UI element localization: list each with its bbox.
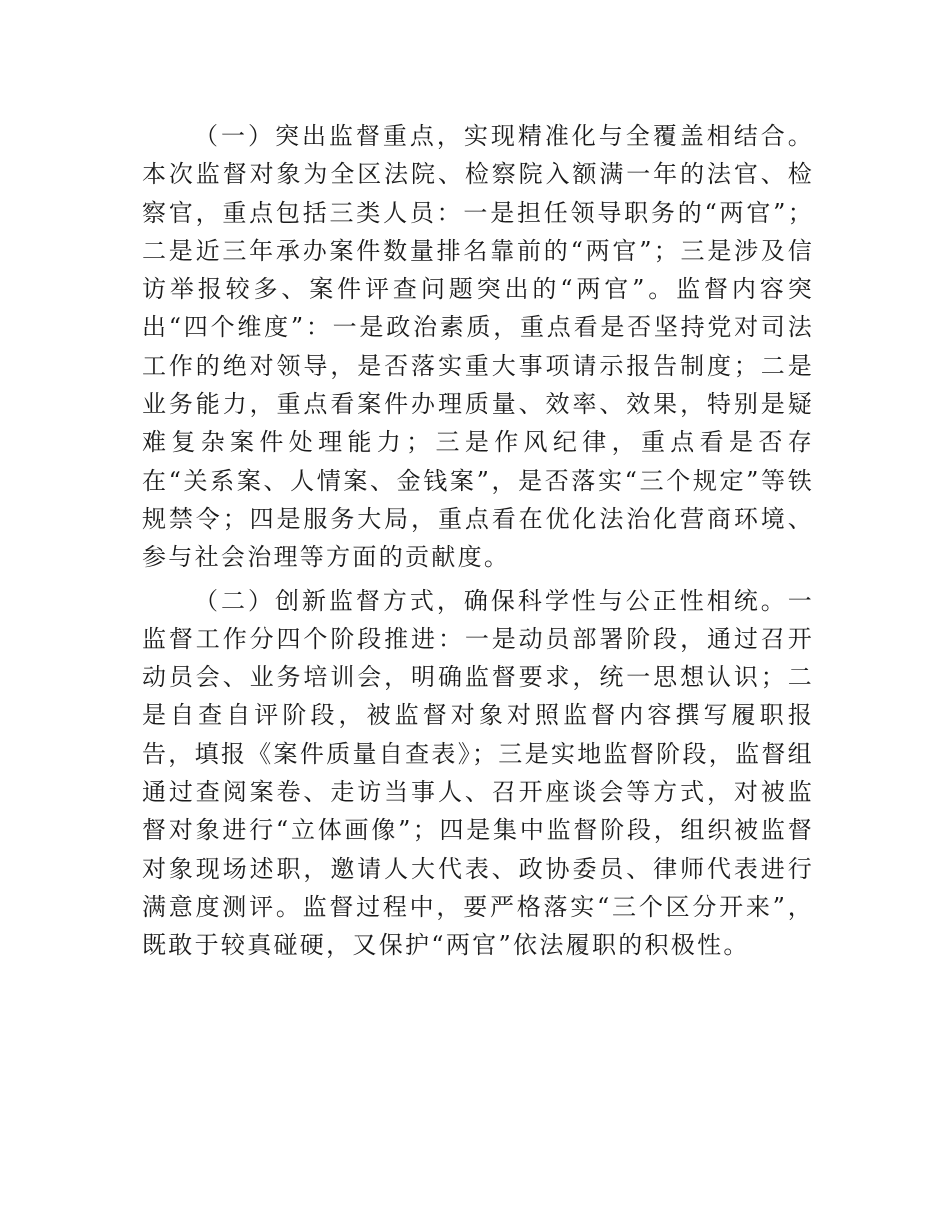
document-body xyxy=(142,117,814,965)
paragraph-1: （一）突出监督重点，实现精准化与全覆盖相结合。本次监督对象为全区法院、检察院入额满一年的法官、检察官，重点包括三类人员：一是担任领导职务的“两官”；二是近三年承办案件数量排名靠前的“两官”；三是涉及信访举报较多、案件评查问题突出的“两官”。监督内容突出“四个维度”：一是政治素质，重点看是否坚持党对司法工作的绝对领导，是否落实重大事项请示报告制度；二是业务能力，重点看案件办理质量、效率、效果，特别是疑难复杂案件处理能力；三是作风纪律，重点看是否存在“关系案、人情案、金钱案”，是否落实“三个规定”等铁规禁令；四是服务大局，重点看在优化法治化营商环境、参与社会治理等方面的贡献度。 xyxy=(142,122,814,572)
paragraph-2: （二）创新监督方式，确保科学性与公正性相统。一监督工作分四个阶段推进：一是动员部署阶段，通过召开动员会、业务培训会，明确监督要求，统一思想认识；二是自查自评阶段，被监督对象对照监督内容撰写履职报告，填报《案件质量自查表》；三是实地监督阶段，监督组通过查阅案卷、走访当事人、召开座谈会等方式，对被监督对象进行“立体画像”；四是集中监督阶段，组织被监督对象现场述职，邀请人大代表、政协委员、律师代表进行满意度测评。监督过程中，要严格落实“三个区分开来”，既敢于较真碰硬，又保护“两官”依法履职的积极性。 xyxy=(142,586,814,960)
